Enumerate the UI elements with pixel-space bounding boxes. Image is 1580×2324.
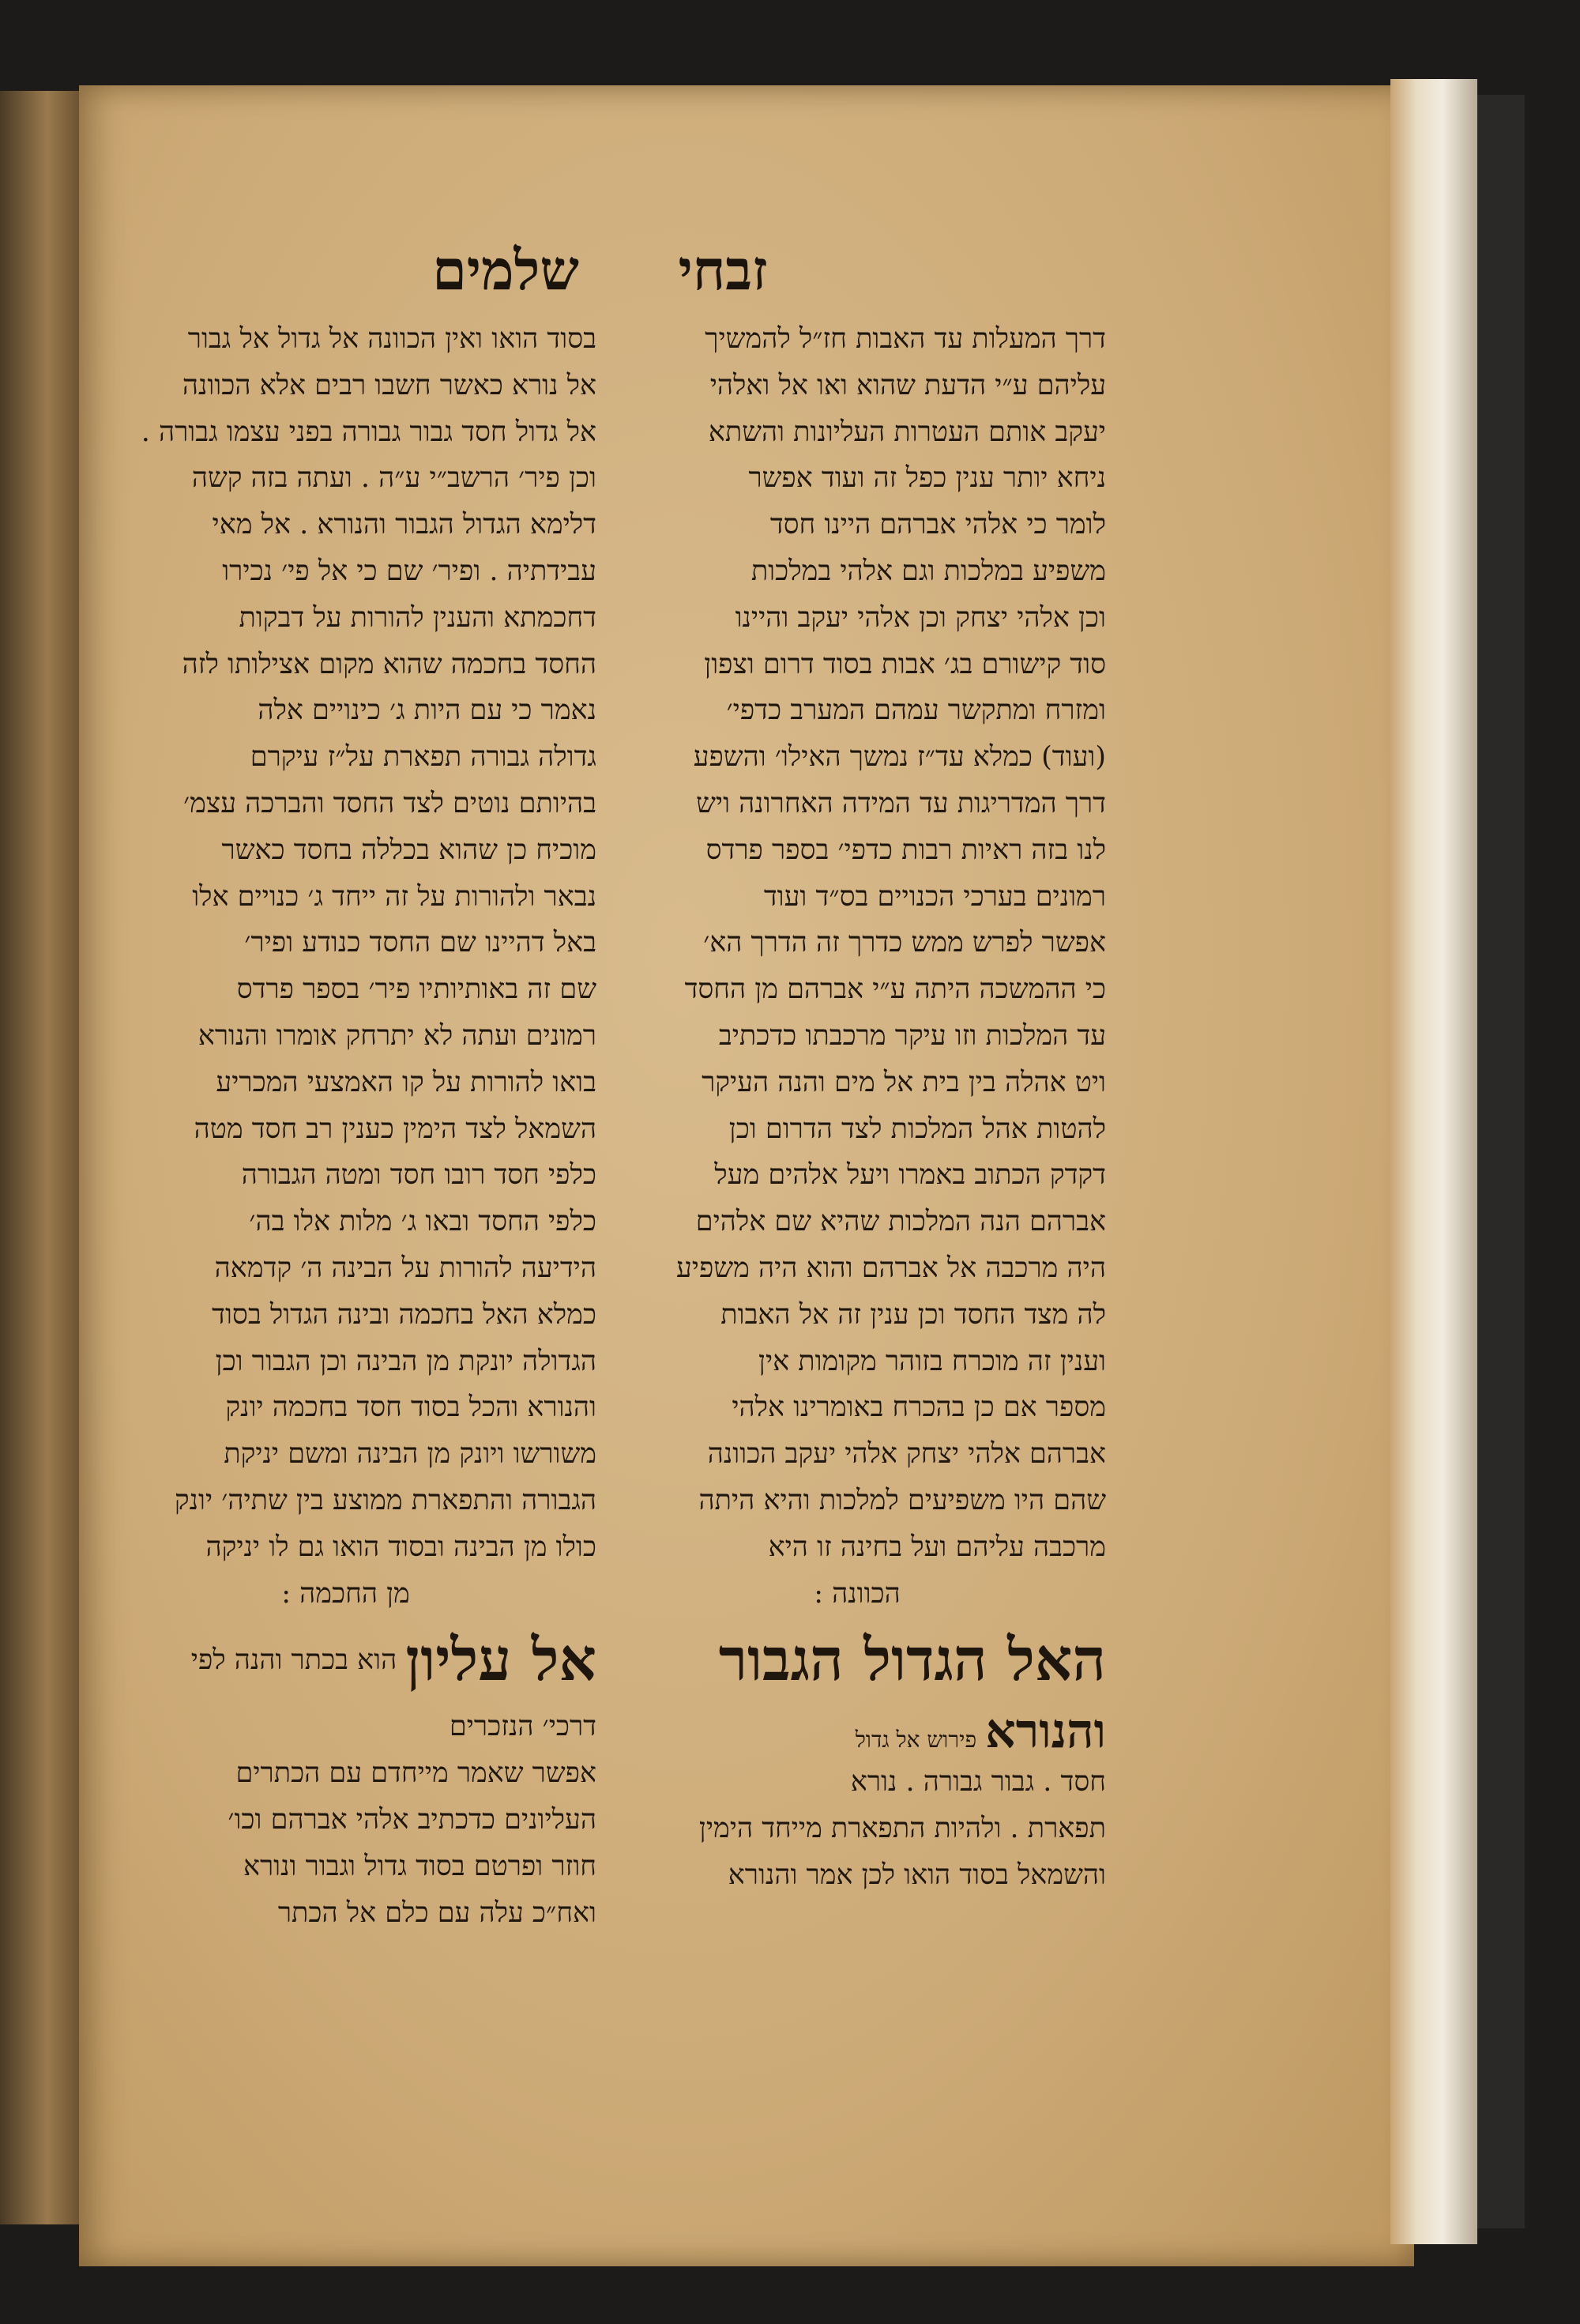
text-line: חסד . גבור גבורה . נורא <box>850 1766 1106 1799</box>
text-line: הגבורה והתפארת ממוצע בין שתיה׳ יונק <box>174 1484 596 1516</box>
text-line: ויט אהלה בין בית אל מים והנה העיקר <box>702 1066 1106 1098</box>
text-line: אברהם הנה המלכות שהיא שם אלהים <box>695 1206 1106 1238</box>
text-line: דקדק הכתוב באמרו ויעל אלהים מעל <box>714 1159 1106 1192</box>
text-line: וענין זה מוכרח בזוהר מקומות אין <box>758 1345 1106 1377</box>
text-line: גדולה גבורה תפארת על״ז עיקרם <box>250 741 596 774</box>
text-line: נבאר ולהורות על זה ייחד ג׳ כנויים אלו <box>192 880 596 913</box>
page-stack-edge <box>1390 79 1477 2244</box>
text-line: רמונים בערכי הכנויים בס״ד ועוד <box>763 880 1106 913</box>
text-line: הידיעה להורות על הבינה ה׳ קדמאה <box>214 1252 596 1284</box>
text-line: אל נורא כאשר חשבו רבים אלא הכוונה <box>182 369 596 401</box>
section-subheading: והנורא <box>985 1704 1106 1760</box>
closing-line: מן החכמה : <box>281 1577 410 1610</box>
book-cover-edge <box>1477 95 1525 2228</box>
text-line: אל גדול חסד גבור גבורה בפני עצמו גבורה . <box>141 416 596 448</box>
text-line: אפשר שאמר מייחדם עם הכתרים <box>235 1757 596 1790</box>
text-line: החסד בחכמה שהוא מקום אצילותו לזה <box>182 648 596 680</box>
text-line: רמונים ועתה לא יתרחק אומרו והנורא <box>198 1019 596 1052</box>
section-heading: אל עליון <box>405 1626 596 1695</box>
text-line: והנורא והכל בסוד חסד בחכמה יונק <box>225 1392 596 1424</box>
text-line: דלימא הגדול הגבור והנורא . אל מאי <box>212 509 596 541</box>
text-line: נאמר כי עם היות ג׳ כינויים אלה <box>258 695 596 727</box>
section-heading-line <box>95 1617 596 1704</box>
text-line: וכן פיר׳ הרשב״י ע״ה . ועתה בזה קשה <box>191 462 596 495</box>
text-line: אברהם אלהי יצחק אלהי יעקב הכוונה <box>707 1438 1106 1471</box>
text-line: כלפי חסד רובו חסד ומטה הגבורה <box>241 1159 596 1192</box>
text-line: משפיע במלכות וגם אלהי במלכות <box>750 555 1106 587</box>
text-line: וכן אלהי יצחק וכן אלהי יעקב והיינו <box>735 601 1106 634</box>
text-line: כמלא האל בחכמה ובינה הגדול בסוד <box>212 1298 596 1331</box>
previous-page-edge <box>0 91 79 2224</box>
heading-tail: הוא בכתר והנה לפי <box>190 1644 397 1677</box>
text-line: לה מצד החסד וכן ענין זה אל האבות <box>720 1298 1106 1331</box>
closing-line: הכוונה : <box>814 1577 901 1610</box>
text-line: אפשר לפרש ממש כדרך זה הדרך הא׳ <box>703 927 1106 959</box>
text-line: יעקב אותם העטרות העליונות והשתא <box>708 416 1106 448</box>
text-line: שם זה באותיותיו פיר׳ בספר פרדס <box>236 974 596 1006</box>
text-line: כי ההמשכה היתה ע״י אברהם מן החסד <box>684 974 1106 1006</box>
text-line: השמאל לצד הימין כענין רב חסד מטה <box>194 1113 596 1145</box>
text-line: באל דהיינו שם החסד כנודע ופיר׳ <box>244 927 596 959</box>
text-line: ומזרח ומתקשר עמהם המערב כדפי׳ <box>726 695 1106 727</box>
text-line: דחכמתא והענין להורות על דבקות <box>239 601 596 634</box>
text-line: מרכבה עליהם ועל בחינה זו היא <box>768 1531 1106 1563</box>
section-subheading-line <box>608 1704 1106 1759</box>
text-line: ואח״כ עלה עם כלם אל הכתר <box>277 1896 596 1929</box>
text-line: (ועוד) כמלא עד״ז נמשך האילו׳ והשפע <box>693 741 1106 774</box>
left-text-column <box>95 316 596 1936</box>
text-line: עליהם ע״י הדעת שהוא ואו אל ואלהי <box>709 369 1106 401</box>
text-line: מספר אם כן בהכרח באומרינו אלהי <box>732 1392 1106 1424</box>
running-head-right: זבחי <box>678 237 768 303</box>
running-head-left: שלמים <box>432 237 579 303</box>
text-line: לומר כי אלהי אברהם היינו חסד <box>769 509 1106 541</box>
text-line: העליונים כדכתיב אלהי אברהם וכו׳ <box>228 1803 596 1836</box>
text-line: סוד קישורם בג׳ אבות בסוד דרום וצפון <box>704 648 1106 680</box>
text-line: והשמאל בסוד הואו לכן אמר והנורא <box>728 1859 1106 1891</box>
subheading-tail: פירוש אל גדול <box>855 1727 977 1753</box>
text-line: להטות אהל המלכות לצד הדרום וכן <box>728 1113 1106 1145</box>
section-heading: האל הגדול הגבור <box>718 1626 1106 1695</box>
text-line: לנו בזה ראיות רבות כדפי׳ בספר פרדס <box>705 834 1106 866</box>
right-text-column <box>608 316 1106 1899</box>
text-line: בואו להורות על קו האמצעי המכריע <box>216 1066 596 1098</box>
text-line: תפארת . ולהיות התפארת מייחד הימין <box>698 1813 1106 1845</box>
text-line: עד המלכות וזו עיקר מרכבתו כדכתיב <box>718 1019 1106 1052</box>
text-line: דרכי׳ הנזכרים <box>449 1711 596 1743</box>
text-line: כלפי החסד ובאו ג׳ מלות אלו בה׳ <box>249 1206 596 1238</box>
text-line: דרך המדריגות עד המידה האחרונה ויש <box>696 787 1106 819</box>
text-line: בסוד הואו ואין הכוונה אל גדול אל גבור <box>187 323 596 355</box>
text-line: הגדולה יונקת מן הבינה וכן הגבור וכן <box>215 1345 596 1377</box>
text-line: מוכיח כן שהוא בכללה בחסד כאשר <box>221 834 596 866</box>
text-line: דרך המעלות עד האבות חז״ל להמשיך <box>705 323 1106 355</box>
text-line: משורשו ויונק מן הבינה ומשם יניקת <box>224 1438 596 1471</box>
text-line: כולו מן הבינה ובסוד הואו גם לו יניקה <box>205 1531 596 1563</box>
text-line: ניחא יותר ענין כפל זה ועוד אפשר <box>748 462 1106 495</box>
text-line: חוזר ופרטם בסוד גדול וגבור ונורא <box>243 1850 596 1882</box>
text-line: עבידתיה . ופיר׳ שם כי אל פי׳ נכירו <box>222 555 596 587</box>
text-line: שהם היו משפיעים למלכות והיא היתה <box>698 1484 1106 1516</box>
text-line: היה מרכבה אל אברהם והוא היה משפיע <box>676 1252 1106 1284</box>
text-line: בהיותם נוטים לצד החסד והברכה עצמ׳ <box>183 787 596 819</box>
